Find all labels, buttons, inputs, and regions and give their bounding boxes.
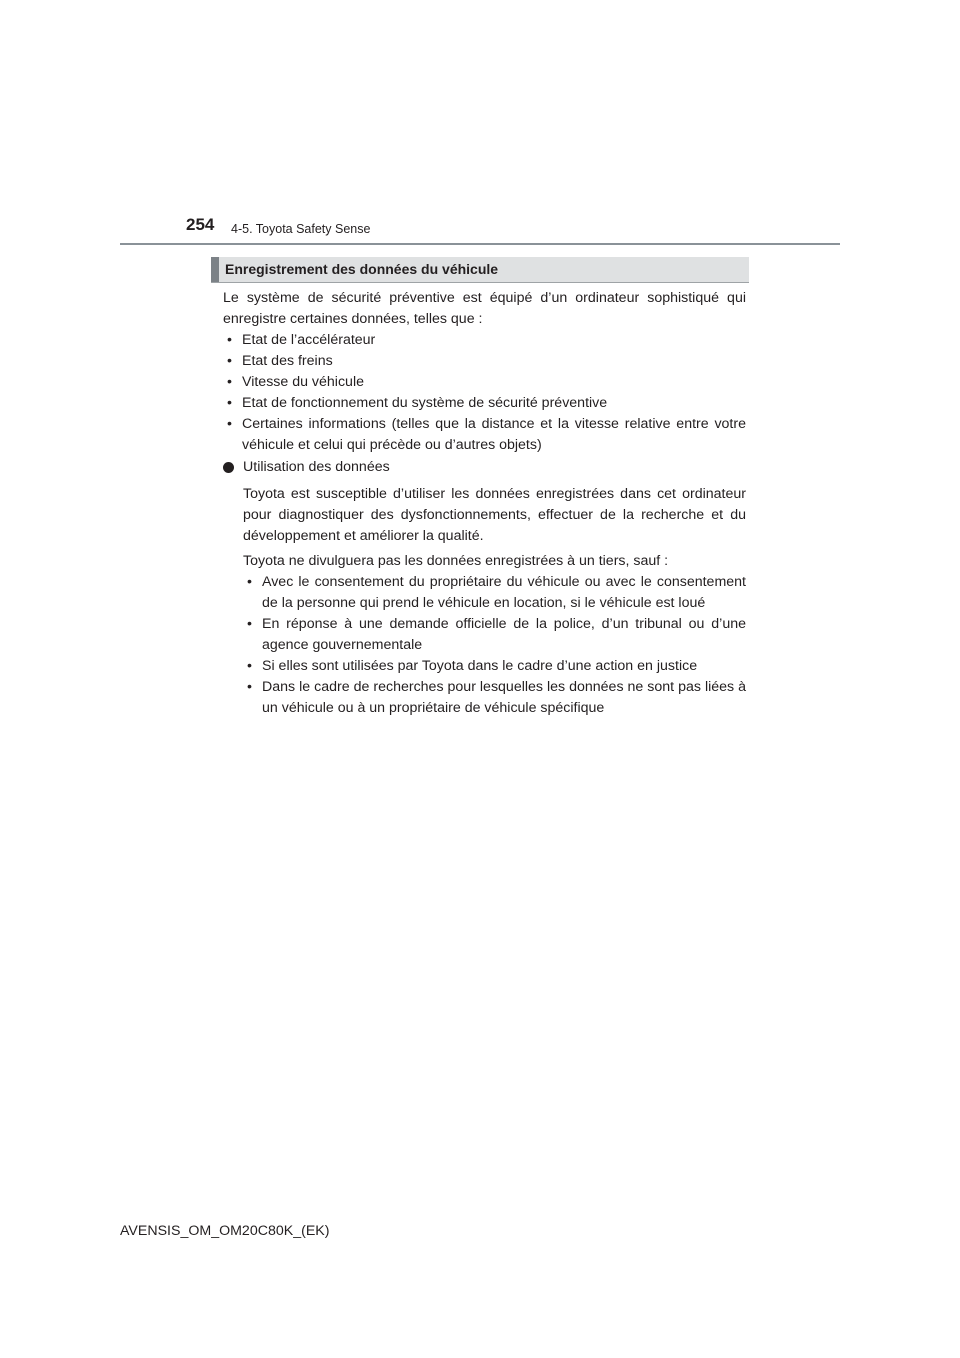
list-item <box>227 351 746 372</box>
bullet-icon: • <box>247 679 252 695</box>
bullet-icon: • <box>247 616 252 632</box>
list-item-text: Certaines informations (telles que la distance et la vitesse relative entre votre véhicule et celui qui précède ou d’autres objets) <box>242 416 746 453</box>
bullet-icon: • <box>227 416 232 432</box>
list-item-text: Dans le cadre de recherches pour lesquelles les données ne sont pas liées à un véhicule ou à un propriétaire de véhicule spécifique <box>262 679 746 716</box>
disclosure-exceptions-list <box>247 572 746 719</box>
list-item <box>227 372 746 393</box>
section-title: 4-5. Toyota Safety Sense <box>231 222 371 236</box>
list-item-text: Si elles sont utilisées par Toyota dans le cadre d’une action en justice <box>262 658 698 674</box>
document-code: AVENSIS_OM_OM20C80K_(EK) <box>120 1223 330 1239</box>
disclosure-paragraph: Toyota ne divulguera pas les données enregistrées à un tiers, sauf : <box>243 553 669 569</box>
bullet-icon: • <box>227 374 232 390</box>
list-item <box>247 614 746 656</box>
list-item <box>227 414 746 456</box>
list-item-text: En réponse à une demande officielle de la police, d’un tribunal ou d’une agence gouvernementale <box>262 616 746 653</box>
bullet-icon: • <box>227 395 232 411</box>
page-number: 254 <box>186 215 215 234</box>
usage-subheading-text: Utilisation des données <box>243 459 390 475</box>
heading-marker-bar <box>211 257 219 282</box>
list-item <box>247 677 746 719</box>
list-item <box>247 656 746 677</box>
bullet-icon: • <box>227 353 232 369</box>
bullet-icon: • <box>247 658 252 674</box>
list-item-text: Etat de fonctionnement du système de sécurité préventive <box>242 395 608 411</box>
filled-circle-icon <box>223 462 234 473</box>
recorded-data-list <box>227 330 746 456</box>
usage-subheading <box>223 457 746 478</box>
list-item-text: Etat de l’accélérateur <box>242 332 376 348</box>
list-item-text: Etat des freins <box>242 353 333 369</box>
list-item <box>227 393 746 414</box>
intro-paragraph: Le système de sécurité préventive est équipé d’un ordinateur sophistiqué qui enregistre certaines données, telles que : <box>223 290 746 327</box>
list-item <box>247 572 746 614</box>
list-item-text: Avec le consentement du propriétaire du véhicule ou avec le consentement de la personne qui prend le véhicule en location, si le véhicule est loué <box>262 574 746 611</box>
bullet-icon: • <box>247 574 252 590</box>
list-item-text: Vitesse du véhicule <box>242 374 364 390</box>
heading-box <box>211 257 749 283</box>
usage-paragraph: Toyota est susceptible d’utiliser les données enregistrées dans cet ordinateur pour diagnostiquer des dysfonctionnements, effectuer de la recherche et du développement et améliorer la qualité. <box>243 486 746 544</box>
list-item <box>227 330 746 351</box>
heading-title: Enregistrement des données du véhicule <box>225 261 499 277</box>
bullet-icon: • <box>227 332 232 348</box>
header-divider <box>120 243 840 245</box>
